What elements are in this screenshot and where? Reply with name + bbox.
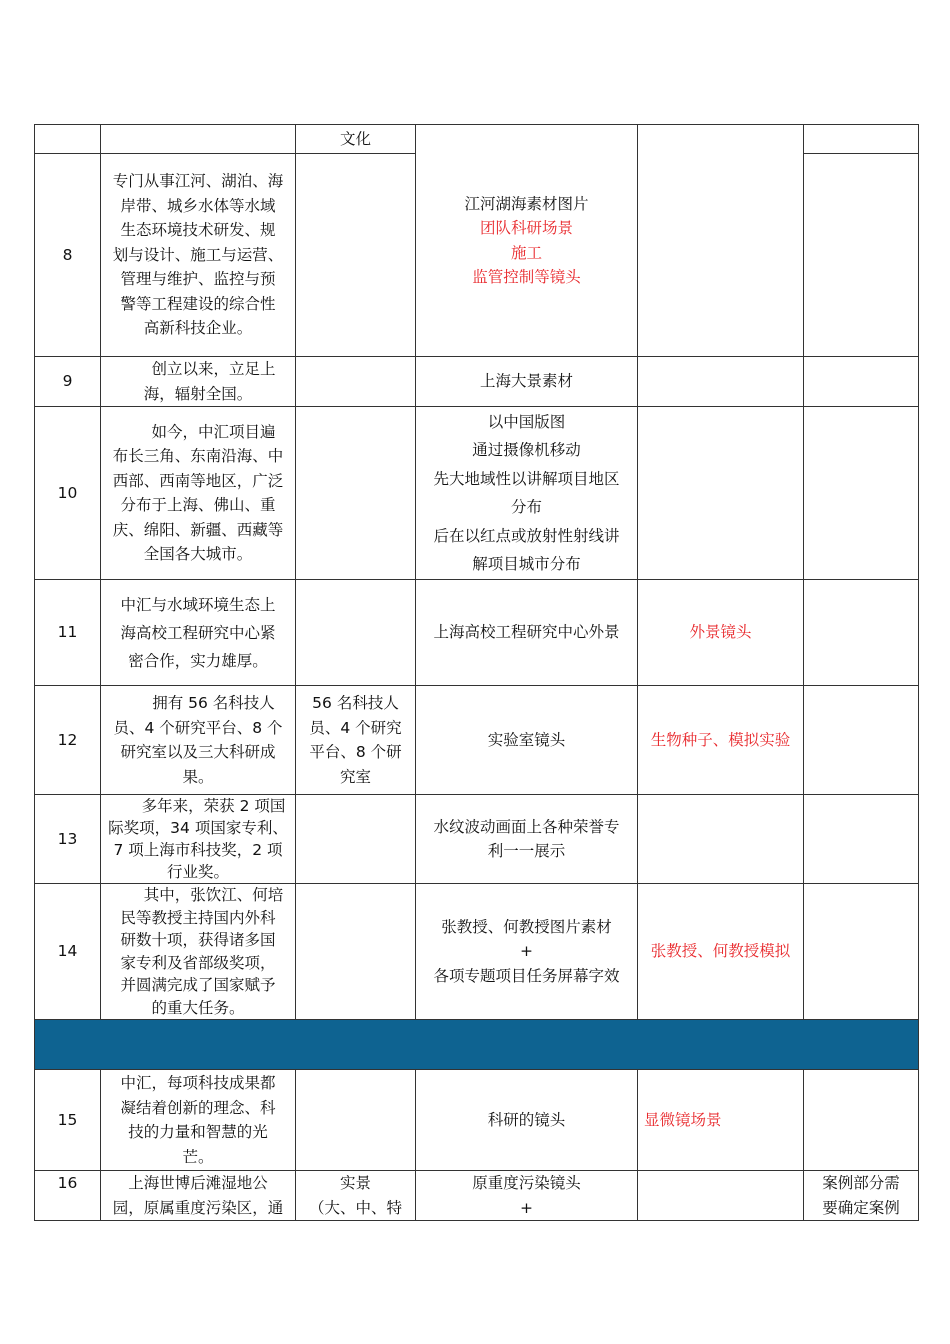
keyword-text: 文化 (339, 129, 371, 148)
table-row-continued (35, 125, 919, 154)
keyword-cell (296, 1171, 416, 1221)
narration-cell (101, 884, 296, 1020)
shot-line: 各项专题项目任务屏幕字效 (433, 966, 620, 985)
shot-line: + (520, 1198, 533, 1217)
row-number: 12 (35, 686, 101, 795)
keyword-line: 实景 (339, 1174, 371, 1192)
narration-line: 研究室以及三大科研成 (120, 743, 276, 761)
narration-cell (101, 580, 296, 686)
effect-cell: 外景镜头 (638, 580, 804, 686)
note-cell (804, 795, 919, 884)
shot-cell: 上海高校工程研究中心外景 (416, 580, 638, 686)
effect-cell (638, 407, 804, 580)
narration-line: 海高校工程研究中心紧 (120, 623, 276, 642)
shot-line: 原重度污染镜头 (472, 1174, 581, 1192)
narration-line: 研数十项，获得诸多国 (120, 931, 276, 949)
note-cell (804, 407, 919, 580)
narration-cell (101, 407, 296, 580)
shot-line: 解项目城市分布 (472, 555, 581, 573)
narration-line: 果。 (182, 767, 214, 786)
table-row (35, 580, 919, 686)
keyword-cell (296, 580, 416, 686)
effect-cell (638, 1171, 804, 1221)
narration-line: 密合作，实力雄厚。 (128, 651, 268, 670)
narration-line: 创立以来，立足上 (151, 360, 276, 378)
narration-cell (101, 1070, 296, 1171)
shot-line: 水纹波动画面上各种荣誉专 (433, 817, 620, 836)
keyword-cell (296, 125, 416, 154)
narration-line: 7 项上海市科技奖，2 项 (113, 841, 283, 859)
narration-line: 的重大任务。 (151, 998, 245, 1017)
keyword-cell (296, 154, 416, 357)
keyword-line: 平台、8 个研 (309, 743, 402, 761)
table-row (35, 1171, 919, 1221)
narration-line: 划与设计、施工与运营、 (112, 245, 284, 264)
narration-line: 其中，张饮江、何培 (143, 886, 284, 904)
narration-line: 布长三角、东南沿海、中 (112, 447, 284, 465)
note-cell (804, 1171, 919, 1221)
shot-line: 以中国版图 (487, 412, 566, 431)
row-number: 13 (35, 795, 101, 884)
table-row (35, 407, 919, 580)
note-cell (804, 580, 919, 686)
keyword-cell (296, 686, 416, 795)
note-line: 要确定案例 (822, 1198, 900, 1217)
narration-cell (101, 125, 296, 154)
narration-line: 海，辐射全国。 (143, 384, 253, 403)
shot-line-highlight: 监管控制等镜头 (472, 268, 581, 286)
keyword-line: 员、4 个研究 (309, 718, 402, 737)
shot-line: 分布 (510, 498, 542, 516)
narration-line: 并圆满完成了国家赋予 (120, 976, 276, 994)
narration-line: 警等工程建设的综合性 (120, 294, 276, 313)
table-row (35, 686, 919, 795)
keyword-cell (296, 1070, 416, 1171)
shot-cell (416, 1171, 638, 1221)
keyword-cell (296, 795, 416, 884)
narration-line: 全国各大城市。 (143, 545, 253, 563)
shot-cell (416, 795, 638, 884)
note-cell (804, 1070, 919, 1171)
shot-line: 先大地域性以讲解项目地区 (433, 469, 620, 488)
shot-line: 江河湖海素材图片 (464, 194, 589, 213)
shot-line: 张教授、何教授图片素材 (441, 917, 612, 936)
keyword-cell (296, 357, 416, 407)
note-cell (804, 125, 919, 154)
effect-cell (638, 795, 804, 884)
shot-line: 通过摄像机移动 (472, 441, 581, 459)
table-row (35, 1070, 919, 1171)
chapter-banner (35, 1020, 919, 1070)
narration-line: 民等教授主持国内外科 (120, 908, 276, 927)
table-row (35, 357, 919, 407)
row-number: 11 (35, 580, 101, 686)
narration-line: 庆、绵阳、新疆、西藏等 (112, 520, 284, 539)
narration-line: 生态环境技术研发、规 (120, 221, 276, 240)
effect-cell (638, 357, 804, 407)
narration-cell (101, 154, 296, 357)
narration-line: 分布于上海、佛山、重 (120, 496, 276, 514)
row-number: 8 (35, 154, 101, 357)
narration-line: 园，原属重度污染区，通 (112, 1198, 284, 1217)
row-number: 15 (35, 1070, 101, 1171)
keyword-cell (296, 407, 416, 580)
effect-cell: 生物种子、模拟实验 (638, 686, 804, 795)
keyword-line: 56 名科技人 (312, 694, 399, 712)
narration-line: 如今，中汇项目遍 (151, 422, 276, 441)
shot-cell: 科研的镜头 (416, 1070, 638, 1171)
keyword-line: 究室 (339, 767, 371, 786)
narration-cell (101, 795, 296, 884)
row-number: 14 (35, 884, 101, 1020)
narration-line: 家专利及省部级奖项， (120, 953, 276, 972)
narration-line: 岸带、城乡水体等水域 (120, 196, 276, 215)
narration-line: 专门从事江河、湖泊、海 (112, 172, 284, 191)
narration-line: 多年来，荣获 2 项国 (141, 797, 286, 815)
num-cell (35, 125, 101, 154)
effect-cell: 张教授、何教授模拟 (638, 884, 804, 1020)
table-row (35, 795, 919, 884)
note-cell (804, 686, 919, 795)
note-cell (804, 154, 919, 357)
narration-cell (101, 357, 296, 407)
narration-line: 技的力量和智慧的光 (128, 1123, 268, 1141)
narration-line: 高新科技企业。 (143, 319, 253, 338)
note-cell (804, 884, 919, 1020)
shot-cell (416, 407, 638, 580)
narration-line: 管理与维护、监控与预 (120, 270, 276, 289)
row-number: 9 (35, 357, 101, 407)
narration-line: 西部、西南等地区，广泛 (112, 471, 284, 490)
row-number: 10 (35, 407, 101, 580)
row-number: 16 (35, 1171, 101, 1221)
shot-cell: 上海大景素材 (416, 357, 638, 407)
narration-line: 中汇，每项科技成果都 (120, 1074, 276, 1092)
chapter-banner-row (35, 1020, 919, 1070)
shot-cell (416, 125, 638, 357)
shot-cell: 实验室镜头 (416, 686, 638, 795)
narration-line: 际奖项，34 项国家专利、 (108, 819, 288, 837)
keyword-cell (296, 884, 416, 1020)
note-line: 案例部分需 (822, 1174, 900, 1192)
shot-line: + (520, 942, 533, 961)
narration-line: 凝结着创新的理念、科 (120, 1098, 276, 1117)
shot-line-highlight: 施工 (510, 243, 542, 262)
narration-cell (101, 1171, 296, 1221)
narration-line: 芒。 (182, 1147, 214, 1166)
shot-line-highlight: 团队科研场景 (479, 219, 573, 237)
effect-cell: 显微镜场景 (638, 1070, 804, 1171)
effect-cell (638, 125, 804, 357)
narration-line: 拥有 56 名科技人 (152, 694, 275, 712)
table-row (35, 884, 919, 1020)
shot-cell (416, 884, 638, 1020)
narration-line: 员、4 个研究平台、8 个 (113, 718, 283, 737)
shot-line: 后在以红点或放射性射线讲 (433, 526, 620, 545)
narration-line: 上海世博后滩湿地公 (128, 1174, 268, 1192)
narration-line: 中汇与水域环境生态上 (120, 595, 276, 614)
shot-line: 利一一展示 (487, 842, 566, 860)
narration-line: 行业奖。 (166, 863, 229, 881)
storyboard-table (34, 124, 919, 1221)
keyword-line: （大、中、特 (308, 1198, 402, 1217)
note-cell (804, 357, 919, 407)
narration-cell (101, 686, 296, 795)
